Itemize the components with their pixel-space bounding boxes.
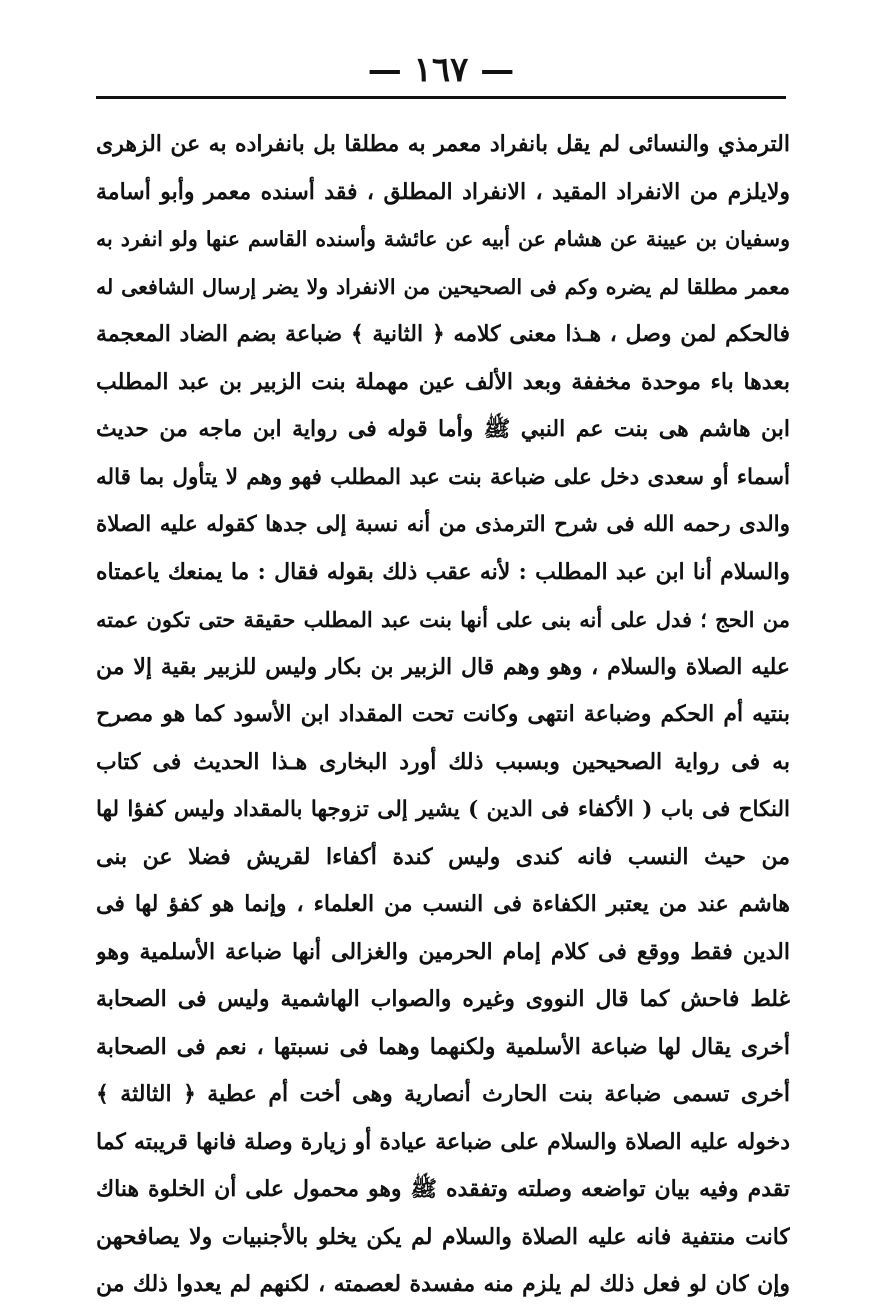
text-line: وإن كان لو فعل ذلك لم يلزم منه مفسدة لعصمته ، لكنهم لم يعدوا ذلك من — [96, 1271, 790, 1297]
text-line: من حيث النسب فانه كندى وليس كندة أكفاءا لقريش فضلا عن بنى — [96, 843, 790, 870]
text-line: دخوله عليه الصلاة والسلام على ضباعة عيادة أو زيارة وصلة فانها قريبته كما — [96, 1128, 790, 1155]
text-line: ابن هاشم هى بنت عم النبي ﷺ وأما قوله فى رواية ابن ماجه من حديث — [96, 416, 790, 442]
text-line: ولايلزم من الانفراد المقيد ، الانفراد المطلق ، فقد أسنده معمر وأبو أسامة — [96, 178, 790, 205]
page-header — [96, 46, 786, 96]
text-line: أخرى يقال لها ضباعة الأسلمية ولكنهما وهما فى نسبتها ، نعم فى الصحابة — [96, 1033, 790, 1060]
header-rule — [96, 96, 786, 99]
text-line: هاشم عند من يعتبر الكفاءة فى النسب من العلماء ، وإنما هو كفؤ لها فى — [96, 891, 790, 917]
text-line: بعدها باء موحدة مخففة وبعد الألف عين مهملة بنت الزبير بن عبد المطلب — [96, 368, 790, 395]
text-line: به فى رواية الصحيحين وبسبب ذلك أورد البخارى هـذا الحديث فى كتاب — [96, 748, 790, 775]
body-text — [96, 121, 790, 1309]
text-line: من الحج ؛ فدل على أنه بنى على أنها بنت عبد المطلب حقيقة حتى تكون عمته — [96, 607, 790, 632]
text-line: أخرى تسمى ضباعة بنت الحارث أنصارية وهى أخت أم عطية ﴿ الثالثة ﴾ — [96, 1081, 790, 1107]
text-line: أسماء أو سعدى دخل على ضباعة بنت عبد المطلب فهو وهم لا يتأول بما قاله — [96, 464, 790, 490]
text-line: النكاح فى باب ( الأكفاء فى الدين ) يشير إلى تزوجها بالمقداد وليس كفؤا لها — [96, 797, 790, 822]
text-line: وسفيان بن عيينة عن هشام عن أبيه عن عائشة وأسنده القاسم عنها ولو انفرد به — [96, 227, 790, 251]
text-line: فالحكم لمن وصل ، هـذا معنى كلامه ﴿ الثانية ﴾ ضباعة بضم الضاد المعجمة — [96, 321, 790, 347]
text-line: عليه الصلاة والسلام ، وهو وهم قال الزبير بن بكار وليس للزبير بقية إلا من — [96, 653, 790, 680]
text-line: تقدم وفيه بيان تواضعه وصلته وتفقده ﷺ وهو محمول على أن الخلوة هناك — [96, 1176, 790, 1202]
text-line: الترمذي والنسائى لم يقل بانفراد معمر به مطلقا بل بانفراده به عن الزهرى — [96, 131, 790, 157]
text-line: والدى رحمه الله فى شرح الترمذى من أنه نسبة إلى جدها كقوله عليه الصلاة — [96, 512, 790, 537]
text-line: كانت منتفية فانه عليه الصلاة والسلام لم يكن يخلو بالأجنبيات ولا يصافحهن — [96, 1223, 790, 1250]
text-line: غلط فاحش كما قال النووى وغيره والصواب الهاشمية وليس فى الصحابة — [96, 986, 790, 1012]
text-line: والسلام أنا ابن عبد المطلب : لأنه عقب ذلك بقوله فقال : ما يمنعك ياعمتاه — [96, 558, 790, 585]
text-line: بنتيه أم الحكم وضباعة انتهى وكانت تحت المقداد ابن الأسود كما هو مصرح — [96, 701, 790, 727]
text-line: معمر مطلقا لم يضره وكم فى الصحيحين من الانفراد ولا يضر إرسال الشافعى له — [96, 274, 790, 299]
page-number: — ١٦٧ — — [367, 50, 515, 90]
text-line: الدين فقط ووقع فى كلام إمام الحرمين والغزالى أنها ضباعة الأسلمية وهو — [96, 938, 790, 965]
